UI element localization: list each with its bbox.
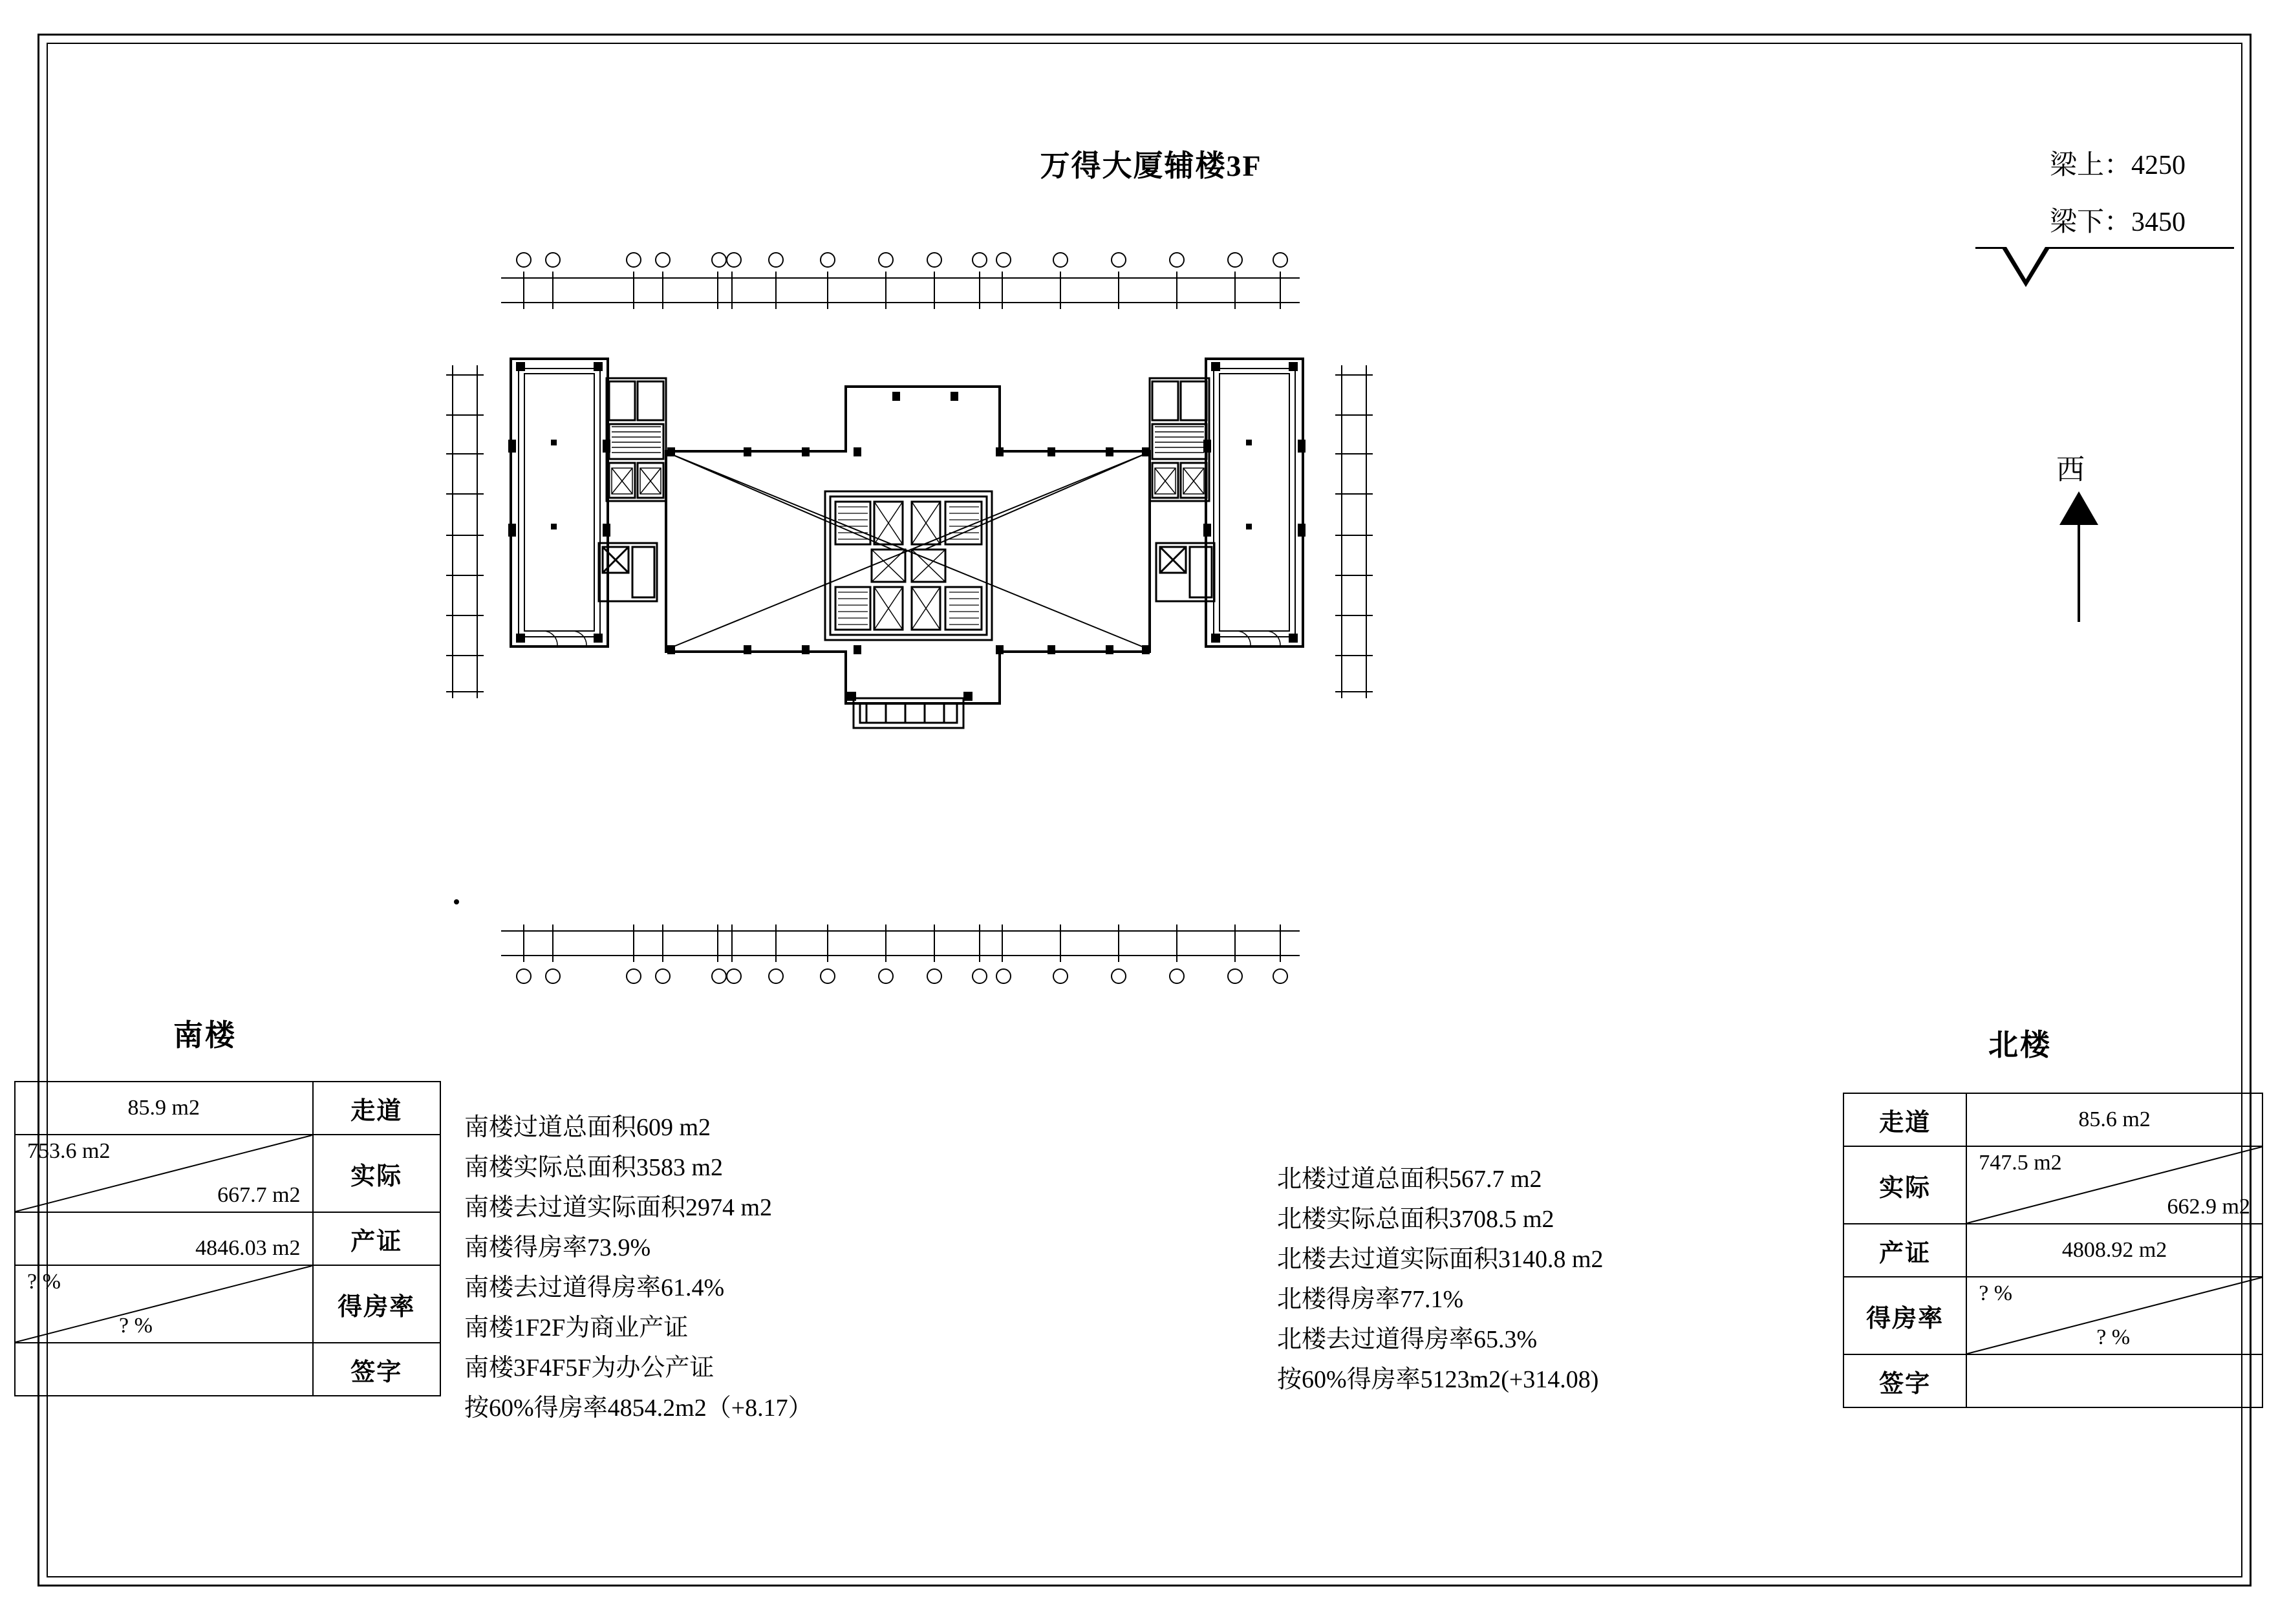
south-note-line: 南楼去过道实际面积2974 m2 — [464, 1193, 773, 1221]
grid-axis-bottom — [501, 924, 1300, 983]
south-certificate-key: 产证 — [313, 1212, 440, 1265]
plan-reference-dot — [454, 899, 459, 904]
elevator-icon — [1155, 468, 1204, 494]
south-note-line: 南楼3F4F5F为办公产证 — [464, 1354, 715, 1382]
north-actual-value-bottom: 662.9 m2 — [2167, 1195, 2250, 1219]
south-signature-value-cell[interactable] — [15, 1343, 313, 1396]
south-certificate-value-cell — [15, 1212, 313, 1265]
north-certificate-key: 产证 — [1843, 1224, 1966, 1277]
elevator-icon — [612, 468, 661, 494]
stair-icon — [1155, 427, 1204, 453]
south-note-line: 南楼得房率73.9% — [464, 1234, 651, 1261]
table-row — [1843, 1093, 2262, 1146]
south-corridor-key: 走道 — [313, 1082, 440, 1135]
door-swing-icon — [543, 631, 1280, 645]
north-actual-key: 实际 — [1843, 1146, 1966, 1224]
table-row — [15, 1265, 440, 1343]
south-note-line: 南楼实际总面积3583 m2 — [464, 1153, 724, 1181]
north-wing-inner — [1214, 369, 1295, 637]
north-note-line: 北楼去过道实际面积3140.8 m2 — [1277, 1245, 1604, 1273]
south-corridor-value: 85.9 m2 — [127, 1096, 200, 1120]
south-summary-table — [14, 1081, 441, 1396]
north-rate-value-top: ? % — [1979, 1281, 2013, 1305]
north-wing-outline — [1206, 359, 1303, 646]
table-row — [1843, 1224, 2262, 1277]
column-marker — [667, 392, 1150, 701]
main-entrance — [854, 698, 963, 728]
compass-direction-label: 西 — [2056, 454, 2085, 486]
south-wing-inner — [519, 369, 600, 637]
south-note-line: 南楼过道总面积609 m2 — [464, 1114, 711, 1141]
south-actual-value-cell — [15, 1135, 313, 1212]
south-actual-key: 实际 — [313, 1135, 440, 1212]
north-corridor-value: 85.6 m2 — [2078, 1107, 2151, 1131]
central-atrium-diagonals — [667, 453, 1148, 649]
south-actual-value-bottom: 667.7 m2 — [217, 1183, 301, 1207]
north-signature-value-cell[interactable] — [1966, 1354, 2262, 1407]
south-note-line: 南楼去过道得房率61.4% — [464, 1274, 725, 1301]
north-corridor-key: 走道 — [1843, 1093, 1966, 1146]
north-note-line: 北楼去过道得房率65.3% — [1277, 1325, 1538, 1353]
table-row — [15, 1212, 440, 1265]
south-rate-key: 得房率 — [313, 1265, 440, 1343]
table-row — [15, 1343, 440, 1396]
level-symbol-inner-icon — [2006, 247, 2045, 279]
table-row — [15, 1135, 440, 1212]
table-row — [1843, 1277, 2262, 1354]
south-signature-key: 签字 — [313, 1343, 440, 1396]
north-rate-key: 得房率 — [1843, 1277, 1966, 1354]
north-actual-value-cell — [1966, 1146, 2262, 1224]
table-row — [1843, 1146, 2262, 1224]
south-note-line: 南楼1F2F为商业产证 — [464, 1314, 689, 1341]
north-note-line: 按60%得房率5123m2(+314.08) — [1277, 1365, 1599, 1393]
grid-axis-right — [1335, 365, 1373, 698]
south-core-block — [607, 378, 666, 501]
south-certificate-value: 4846.03 m2 — [195, 1236, 301, 1260]
stair-icon — [612, 427, 661, 453]
beam-below-label: 梁下：3450 — [2049, 208, 2186, 237]
grid-bubble — [517, 969, 1287, 983]
grid-axis-left — [446, 365, 484, 698]
page-title: 万得大厦辅楼3F — [1040, 149, 1262, 182]
north-note-line: 北楼实际总面积3708.5 m2 — [1277, 1205, 1554, 1233]
floor-plan-drawing — [440, 246, 1668, 1021]
north-rate-value-cell — [1966, 1277, 2262, 1354]
north-rate-value-bottom: ? % — [2096, 1325, 2131, 1349]
north-actual-value-top: 747.5 m2 — [1979, 1151, 2062, 1175]
south-notes-block — [464, 1111, 813, 1431]
table-row — [15, 1082, 440, 1135]
south-wing-outline — [511, 359, 608, 646]
north-certificate-value: 4808.92 m2 — [2061, 1238, 2167, 1262]
south-actual-value-top: 753.6 m2 — [27, 1139, 111, 1163]
south-corridor-value-cell — [15, 1082, 313, 1135]
north-note-line: 北楼得房率77.1% — [1277, 1285, 1464, 1313]
elevator-icon — [872, 502, 945, 630]
stair-icon — [838, 507, 979, 625]
south-rate-value-top: ? % — [27, 1270, 61, 1294]
column-marker — [508, 362, 610, 643]
north-signature-key: 签字 — [1843, 1354, 1966, 1407]
central-atrium-outline — [666, 387, 1150, 703]
north-core-block — [1150, 378, 1209, 501]
beam-above-label: 梁上：4250 — [2049, 151, 2186, 180]
table-row — [1843, 1354, 2262, 1407]
north-notes-block — [1277, 1162, 1604, 1403]
north-corridor-value-cell — [1966, 1093, 2262, 1146]
north-summary-table — [1843, 1093, 2263, 1408]
north-arrow-shaft — [2078, 511, 2080, 622]
grid-axis-top — [501, 253, 1300, 309]
south-rate-value-bottom: ? % — [119, 1314, 153, 1338]
north-certificate-value-cell — [1966, 1224, 2262, 1277]
column-marker — [1203, 362, 1306, 643]
north-note-line: 北楼过道总面积567.7 m2 — [1277, 1166, 1542, 1193]
north-building-label: 北楼 — [1988, 1029, 2052, 1062]
south-rate-value-cell — [15, 1265, 313, 1343]
south-building-label: 南楼 — [173, 1019, 237, 1052]
grid-bubble — [517, 253, 1287, 267]
south-note-line: 按60%得房率4854.2m2（+8.17） — [464, 1394, 813, 1422]
